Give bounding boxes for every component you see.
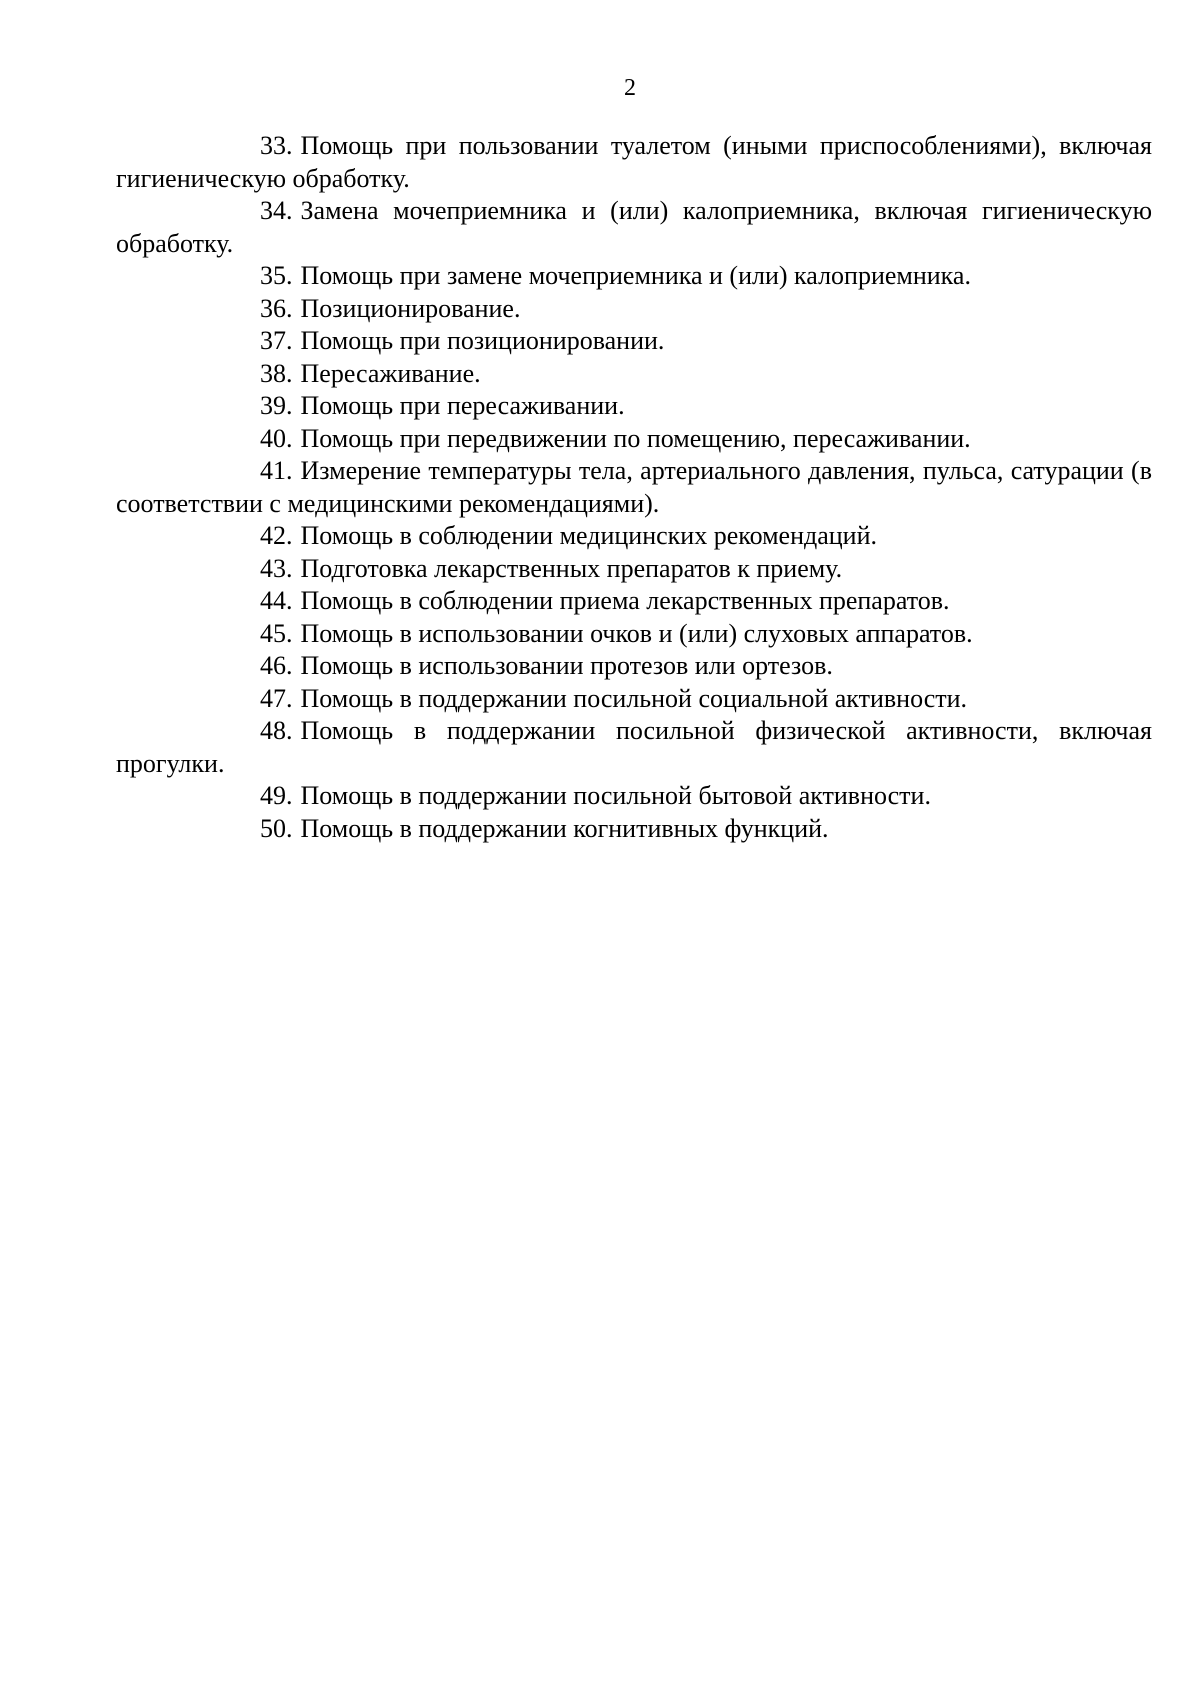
list-item-33 (116, 130, 1152, 195)
item-number: 39. (260, 391, 293, 420)
item-text: Пересаживание. (300, 358, 481, 388)
list-item-43 (116, 553, 1152, 586)
item-number: 44. (260, 586, 293, 615)
list-item-48 (116, 715, 1152, 780)
list-item-46 (116, 650, 1152, 683)
page-number: 2 (624, 75, 636, 101)
item-number: 50. (260, 813, 293, 843)
item-text: Измерение температуры тела, артериального давления, пульса, сатурации (в соответствии с медицинскими рекомендациями). (116, 456, 1152, 518)
item-text: Помощь при позиционировании. (300, 326, 665, 355)
list-item-49 (116, 780, 1152, 813)
list-item-44 (116, 585, 1152, 618)
item-text: Помощь в поддержании посильной физической активности, включая прогулки. (116, 716, 1152, 778)
list-item-41 (116, 455, 1152, 520)
item-number: 37. (260, 326, 293, 355)
list-item-37 (116, 325, 1152, 358)
item-number: 42. (260, 521, 293, 550)
item-text: Помощь при пользовании туалетом (иными приспособлениями), включая гигиеническую обработку. (116, 131, 1152, 193)
item-number: 40. (260, 423, 293, 453)
item-number: 33. (260, 131, 293, 160)
list-item-34 (116, 195, 1152, 260)
item-text: Помощь в использовании протезов или ортезов. (300, 651, 833, 680)
numbered-list (116, 130, 1152, 845)
list-item-39 (116, 390, 1152, 423)
item-text: Помощь при передвижении по помещению, пересаживании. (300, 423, 971, 453)
item-text: Помощь в поддержании когнитивных функций. (300, 813, 829, 843)
item-text: Помощь в использовании очков и (или) слуховых аппаратов. (300, 618, 973, 648)
item-number: 38. (260, 358, 293, 388)
item-number: 46. (260, 651, 293, 680)
item-number: 34. (260, 196, 293, 225)
item-number: 45. (260, 618, 293, 648)
item-text: Подготовка лекарственных препаратов к приему. (300, 553, 843, 583)
list-item-47 (116, 683, 1152, 716)
item-number: 35. (260, 261, 293, 290)
item-number: 43. (260, 553, 293, 583)
list-item-45 (116, 618, 1152, 651)
list-item-50 (116, 813, 1152, 846)
item-text: Помощь в поддержании посильной социальной активности. (300, 683, 968, 713)
list-item-42 (116, 520, 1152, 553)
item-text: Помощь при замене мочеприемника и (или) калоприемника. (300, 261, 971, 290)
item-text: Помощь в соблюдении приема лекарственных препаратов. (300, 586, 950, 615)
item-number: 36. (260, 293, 293, 323)
list-item-38 (116, 358, 1152, 391)
list-item-36 (116, 293, 1152, 326)
item-text: Помощь в поддержании посильной бытовой активности. (300, 781, 931, 810)
item-text: Помощь в соблюдении медицинских рекомендаций. (300, 521, 877, 550)
list-item-40 (116, 423, 1152, 456)
list-item-35 (116, 260, 1152, 293)
item-number: 47. (260, 683, 293, 713)
item-text: Позиционирование. (300, 293, 521, 323)
item-text: Помощь при пересаживании. (300, 391, 625, 420)
item-number: 49. (260, 781, 293, 810)
item-number: 41. (260, 456, 293, 485)
item-text: Замена мочеприемника и (или) калоприемника, включая гигиеническую обработку. (116, 196, 1152, 258)
item-number: 48. (260, 716, 293, 745)
